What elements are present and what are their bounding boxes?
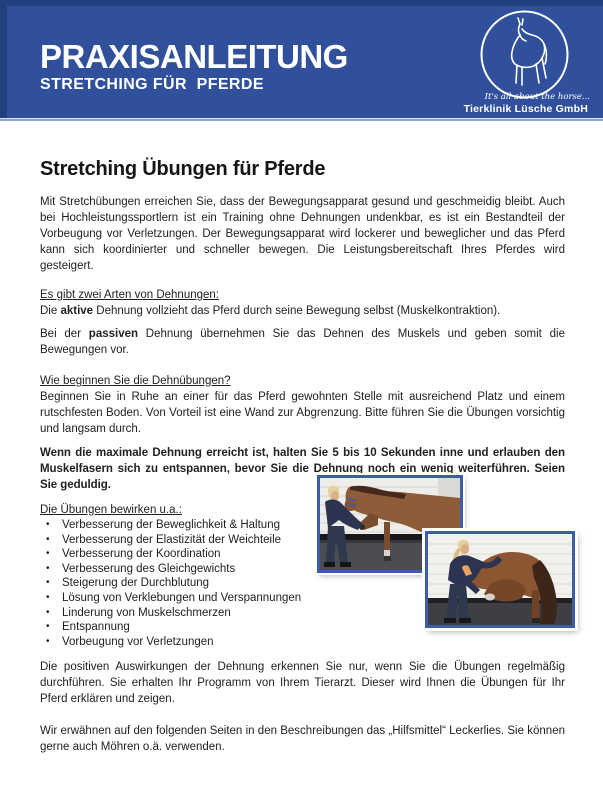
header-edge-left — [0, 0, 7, 118]
passive-stretch-line — [40, 326, 565, 358]
logo-tagline: It's all about the horse... — [484, 92, 590, 102]
active-post: Dehnung vollzieht das Pferd durch seine Bewegung selbst (Muskelkontraktion). — [93, 305, 501, 317]
active-bold-word: aktive — [60, 305, 94, 317]
benefit-item: • Verbesserung des Gleichgewichts — [40, 562, 565, 577]
active-stretch-line — [40, 303, 565, 319]
benefit-item: • Lösung von Verklebungen und Verspannungen — [40, 591, 565, 606]
page-title: Stretching Übungen für Pferde — [40, 158, 326, 180]
logo-company-name: Tierklinik Lüsche GmbH — [463, 103, 588, 115]
benefit-item: • Verbesserung der Elastizität der Weichteile — [40, 533, 565, 548]
horse-circle-logo-icon — [478, 8, 571, 101]
benefit-item: • Verbesserung der Beweglichkeit & Haltung — [40, 518, 565, 533]
closing-paragraph-2: Wir erwähnen auf den folgenden Seiten in den Beschreibungen das „Hilfsmittel“ Leckerlies. Sie können gerne auch Möhren o.ä. verwenden. — [40, 725, 565, 753]
benefit-item: • Vorbeugung vor Verletzungen — [40, 635, 565, 650]
how-to-paragraph: Beginnen Sie in Ruhe an einer für das Pferd gewohnten Stelle mit ausreichend Platz und einem rutschfesten Boden. Von Vorteil ist eine Wand zur Abgrenzung. Bitte führen Sie die Übungen vorsichtig und langsam durch. — [40, 391, 565, 435]
header-banner — [0, 0, 603, 118]
document-title: PRAXISANLEITUNG — [40, 38, 348, 75]
passive-post: Dehnung übernehmen Sie das Dehnen des Muskels und geben somit die Bewegungen vor. — [40, 328, 565, 356]
page-content — [40, 119, 565, 755]
hind-leg-stretch-illustration — [428, 534, 572, 625]
header-titles — [40, 40, 348, 94]
subheading-benefits: Die Übungen bewirken u.a.: — [40, 504, 182, 516]
benefit-item: • Linderung von Muskelschmerzen — [40, 606, 565, 621]
active-pre: Die — [40, 305, 61, 317]
closing-paragraph-1: Die positiven Auswirkungen der Dehnung erkennen Sie nur, wenn Sie die Übungen regelmäßig durchführen. Sie erhalten Ihr Programm von Ihrem Tierarzt. Dieser wird Ihnen die Übungen für Ihr Pferd erklären und zeigen. — [40, 661, 565, 705]
intro-paragraph: Mit Stretchübungen erreichen Sie, dass der Bewegungsapparat gesund und geschmeidig bleibt. Auch bei Hochleistungssportlern ist ein Training ohne Dehnungen undenkbar, es ist ein Bestandteil der Vorbeugung vor Verletzungen. Der Bewegungsapparat wird lockerer und beweglicher und das Pferd kann sich koordinierter und schneller bewegen. Die Leistungsbereitschaft Ihres Pferdes wird gesteigert. — [40, 196, 565, 272]
subheading-how-to-begin: Wie beginnen Sie die Dehnübungen? — [40, 375, 231, 387]
passive-bold-word: passiven — [88, 328, 139, 340]
hind-leg-stretch-photo — [425, 531, 575, 628]
emphasis-paragraph: Wenn die maximale Dehnung erreicht ist, halten Sie 5 bis 10 Sekunden inne und erlauben den Muskelfasern sich zu entspannen, bevor Sie die Dehnung noch ein wenig weiterführen. Seien Sie geduldig. — [40, 447, 565, 491]
benefit-item: • Verbesserung der Koordination — [40, 547, 565, 562]
header-edge-top — [0, 0, 603, 6]
benefit-item: • Steigerung der Durchblutung — [40, 576, 565, 591]
passive-pre: Bei der — [40, 328, 89, 340]
subheading-stretch-types: Es gibt zwei Arten von Dehnungen: — [40, 289, 220, 301]
document-subtitle: STRETCHING FÜR PFERDE — [40, 76, 264, 93]
benefit-item: • Entspannung — [40, 620, 565, 635]
